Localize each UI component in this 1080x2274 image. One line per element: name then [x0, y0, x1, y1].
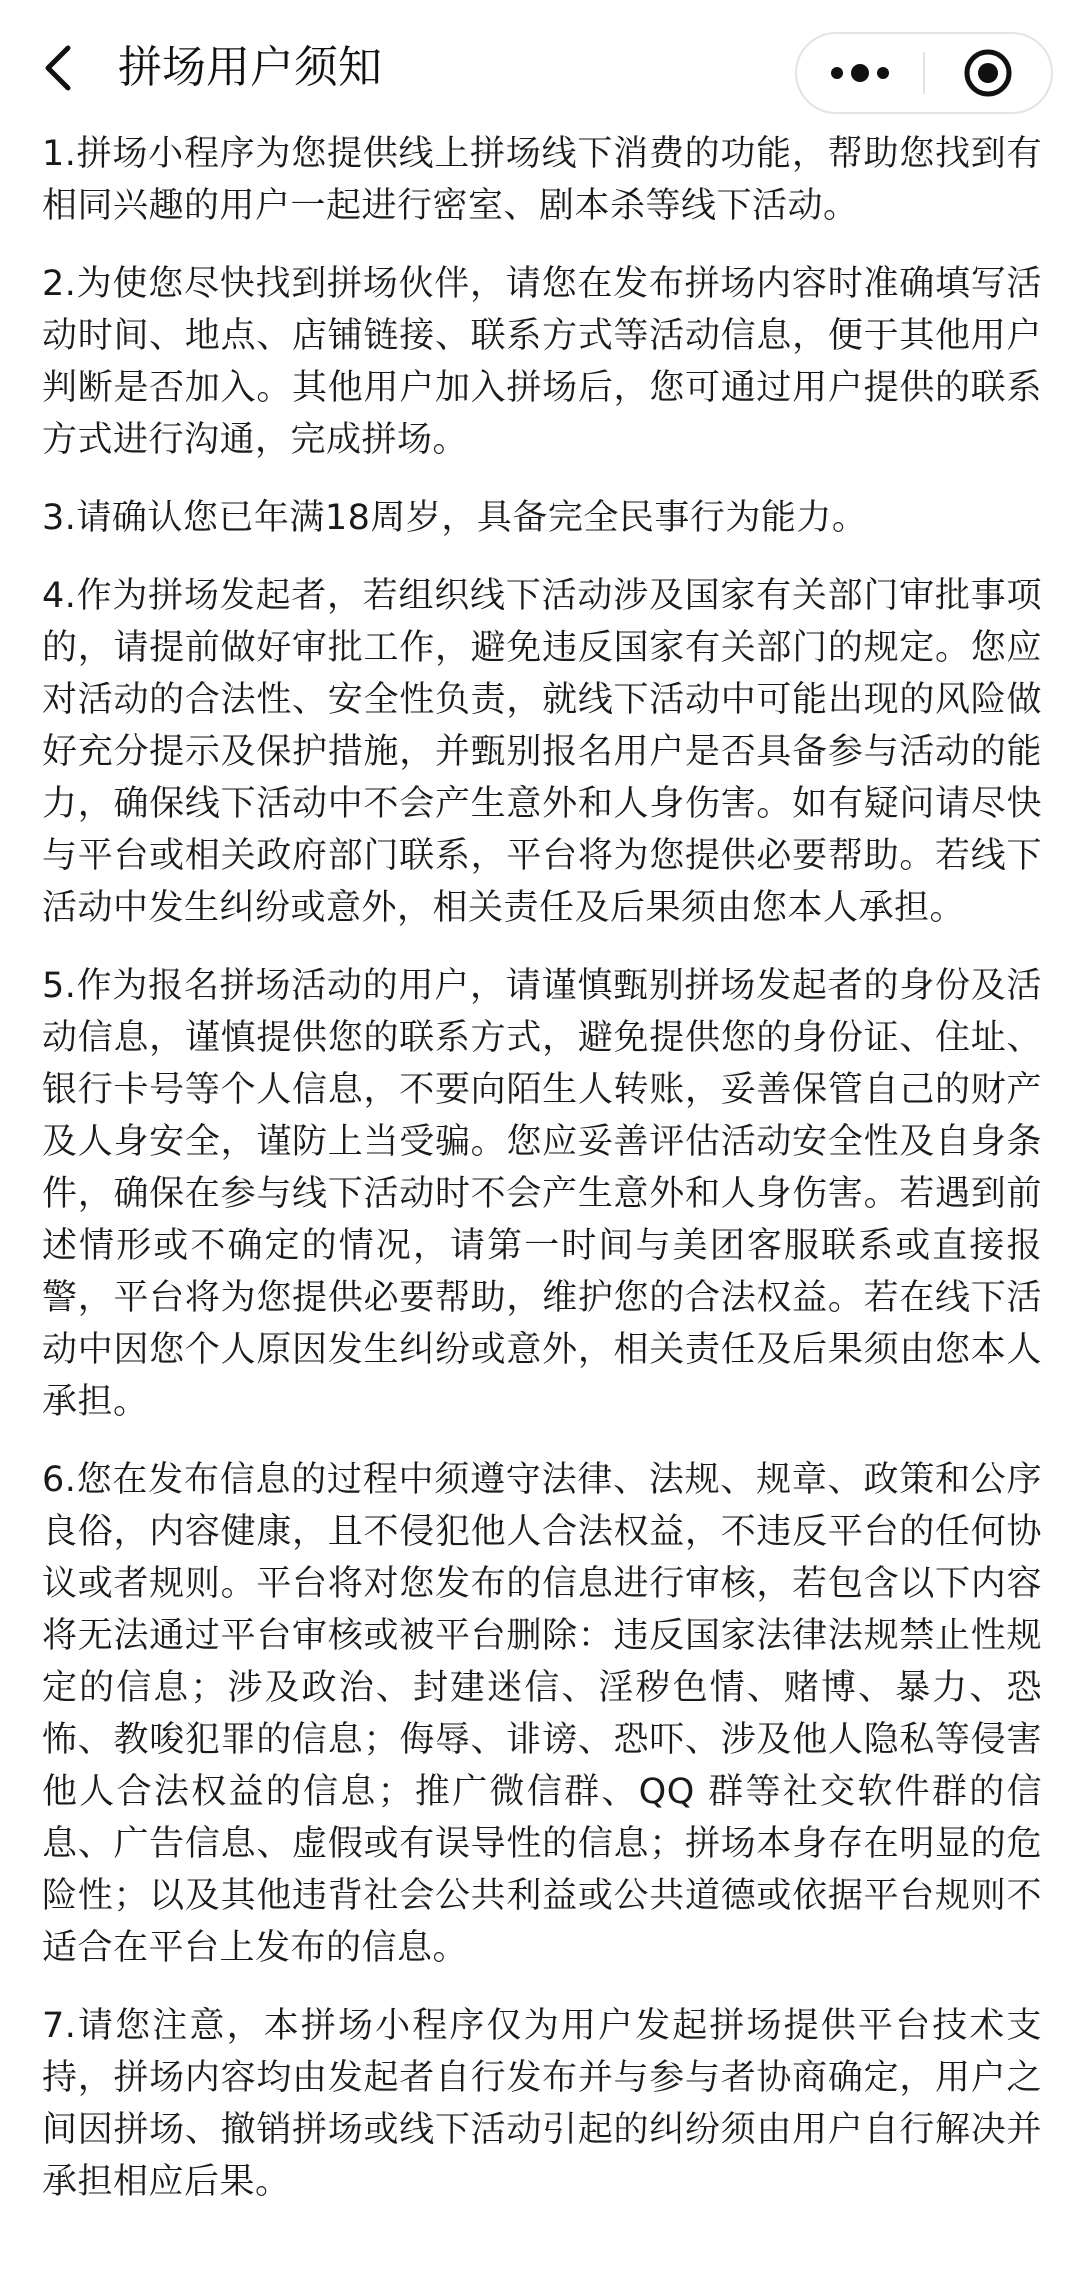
notice-paragraph-7: 7.请您注意，本拼场小程序仅为用户发起拼场提供平台技术支持，拼场内容均由发起者自行发布并与参与者协商确定，用户之间因拼场、撤销拼场或线下活动引起的纠纷须由用户自行解决并承担相应后果。 [42, 2006, 1042, 2202]
notice-paragraph-3: 3.请确认您已年满18周岁，具备完全民事行为能力。 [42, 498, 868, 538]
target-circle-icon [962, 47, 1014, 99]
notice-paragraph-6: 6.您在发布信息的过程中须遵守法律、法规、规章、政策和公序良俗，内容健康，且不侵犯他人合法权益，不违反平台的任何协议或者规则。平台将对您发布的信息进行审核，若包含以下内容将无法通过平台审核或被平台删除：违反国家法律法规禁止性规定的信息；涉及政治、封建迷信、淫秽色情、赌博、暴力、恐怖、教唆犯罪的信息；侮辱、诽谤、恐吓、涉及他人隐私等侵害他人合法权益的信息；推广微信群、QQ 群等社交软件群的信息、广告信息、虚假或有误导性的信息；拼场本身存在明显的危险性；以及其他违背社会公共利益或公共道德或依据平台规则不适合在平台上发布的信息。 [42, 1460, 1042, 1968]
notice-paragraph-4: 4.作为拼场发起者，若组织线下活动涉及国家有关部门审批事项的，请提前做好审批工作，避免违反国家有关部门的规定。您应对活动的合法性、安全性负责，就线下活动中可能出现的风险做好充分提示及保护措施，并甄别报名用户是否具备参与活动的能力，确保线下活动中不会产生意外和人身伤害。如有疑问请尽快与平台或相关政府部门联系，平台将为您提供必要帮助。若线下活动中发生纠纷或意外，相关责任及后果须由您本人承担。 [42, 576, 1042, 928]
miniprogram-capsule [795, 32, 1053, 114]
more-button[interactable] [797, 34, 923, 112]
notice-paragraph-1: 1.拼场小程序为您提供线上拼场线下消费的功能，帮助您找到有相同兴趣的用户一起进行密室、剧本杀等线下活动。 [42, 134, 1042, 226]
close-button[interactable] [925, 34, 1051, 112]
navigation-bar [0, 0, 1080, 130]
notice-paragraph-2: 2.为使您尽快找到拼场伙伴，请您在发布拼场内容时准确填写活动时间、地点、店铺链接、联系方式等活动信息，便于其他用户判断是否加入。其他用户加入拼场后，您可通过用户提供的联系方式进行沟通，完成拼场。 [42, 264, 1042, 460]
chevron-left-icon [38, 42, 78, 94]
back-button[interactable] [28, 38, 88, 98]
more-dots-icon [825, 61, 895, 85]
notice-paragraph-5: 5.作为报名拼场活动的用户，请谨慎甄别拼场发起者的身份及活动信息，谨慎提供您的联系方式，避免提供您的身份证、住址、银行卡号等个人信息，不要向陌生人转账，妥善保管自己的财产及人身安全，谨防上当受骗。您应妥善评估活动安全性及自身条件，确保在参与线下活动时不会产生意外和人身伤害。若遇到前述情形或不确定的情况，请第一时间与美团客服联系或直接报警，平台将为您提供必要帮助，维护您的合法权益。若在线下活动中因您个人原因发生纠纷或意外，相关责任及后果须由您本人承担。 [42, 966, 1042, 1422]
notice-content [42, 128, 1042, 2234]
page-title: 拼场用户须知 [118, 42, 382, 93]
